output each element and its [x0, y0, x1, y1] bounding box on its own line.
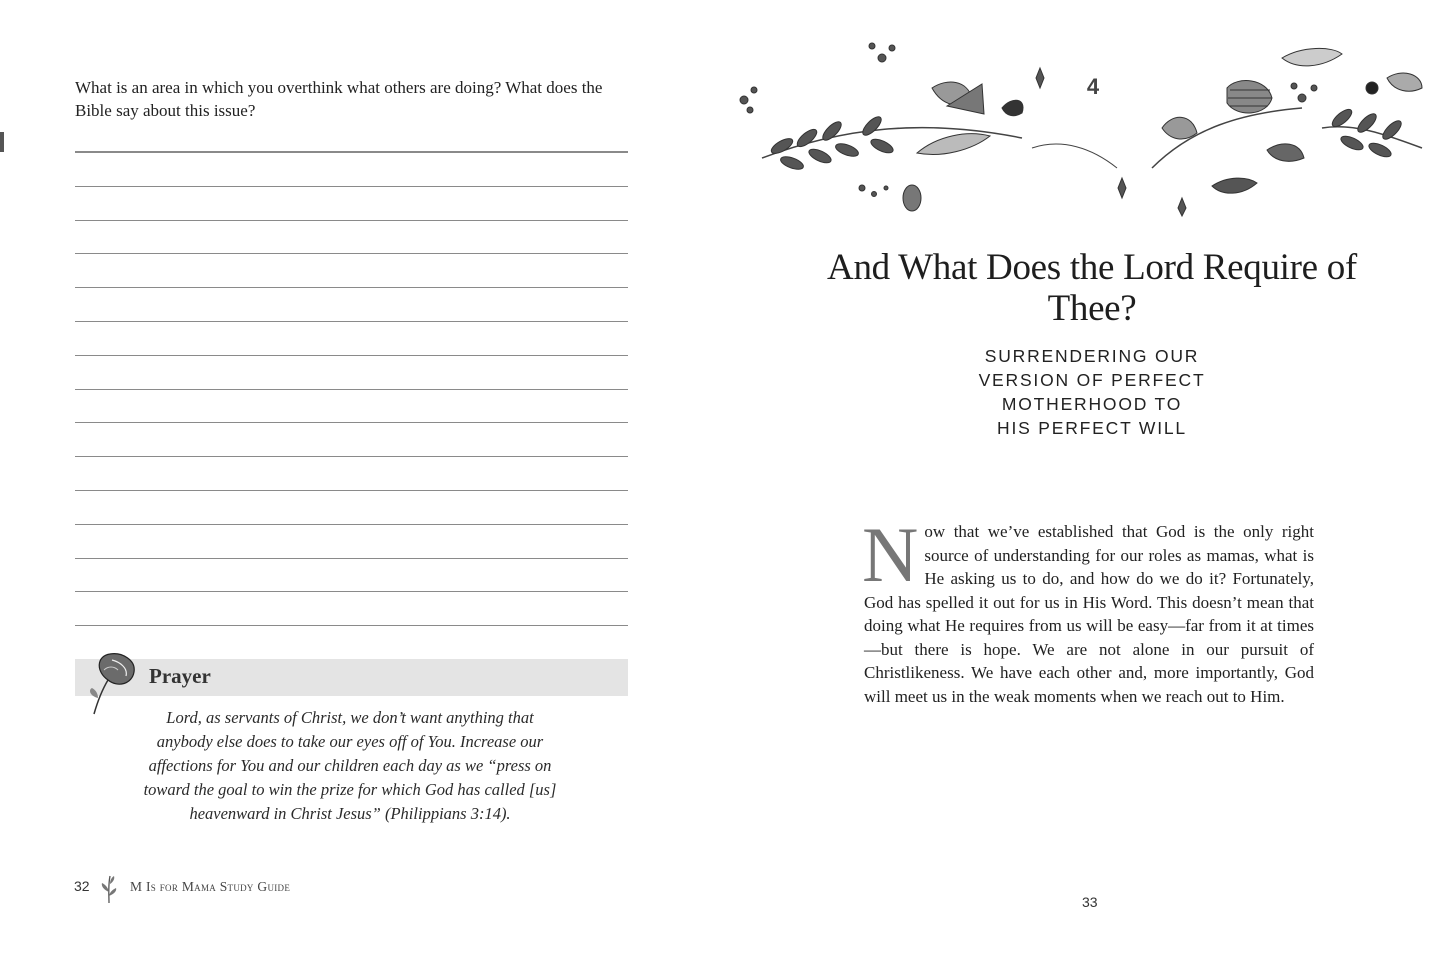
page-number-left: 32 [74, 878, 90, 894]
writing-line [75, 254, 628, 288]
prayer-text: Lord, as servants of Christ, we don’t want anything that anybody else does to take our eyes off of You. Increase our affections for You and our children each day as we “press on toward the goal to win the prize for which God has called [us] heavenward in Christ Jesus” (Philippians 3:14). [143, 708, 557, 823]
chapter-number: 4 [1086, 74, 1100, 99]
chapter-title: And What Does the Lord Require of Thee? [827, 247, 1357, 329]
drop-cap: N [862, 511, 919, 598]
writing-line [75, 153, 628, 187]
writing-line [75, 626, 628, 660]
writing-lines [75, 151, 628, 660]
running-head: M Is for Mama Study Guide [130, 879, 291, 894]
prayer-heading: Prayer [149, 664, 211, 688]
writing-line [75, 390, 628, 424]
writing-line [75, 288, 628, 322]
body-paragraph [862, 511, 1314, 708]
reflection-question: What is an area in which you overthink what others are doing? What does the Bible say about this issue? [75, 78, 603, 120]
page-edge-mark [0, 132, 4, 152]
writing-line [75, 457, 628, 491]
writing-line [75, 187, 628, 221]
writing-line [75, 322, 628, 356]
writing-line [75, 221, 628, 255]
writing-line [75, 525, 628, 559]
writing-line [75, 592, 628, 626]
body-text: ow that we’ve established that God is the only right source of understanding for our roles as mamas, what is He asking us to do, and how do we do it? Fortunately, God has spelled it out for us in His Word. This doesn’t mean that doing what He requires from us will be easy—far from it at times—but there is hope. We are not alone in our pursuit of Christlikeness. We have each other and, more importantly, God will meet us in the weak moments when we reach out to Him. [864, 522, 1314, 706]
sprig-icon [98, 874, 120, 904]
writing-line [75, 423, 628, 457]
floral-banner-illustration [722, 18, 1445, 218]
chapter-subtitle: SURRENDERING OUR VERSION OF PERFECT MOTHERHOOD TO HIS PERFECT WILL [978, 346, 1206, 438]
left-page [0, 0, 722, 963]
right-page [722, 0, 1445, 963]
writing-line [75, 559, 628, 593]
page-number-right: 33 [1082, 894, 1098, 910]
writing-line [75, 356, 628, 390]
writing-line [75, 491, 628, 525]
flower-icon [84, 650, 146, 716]
